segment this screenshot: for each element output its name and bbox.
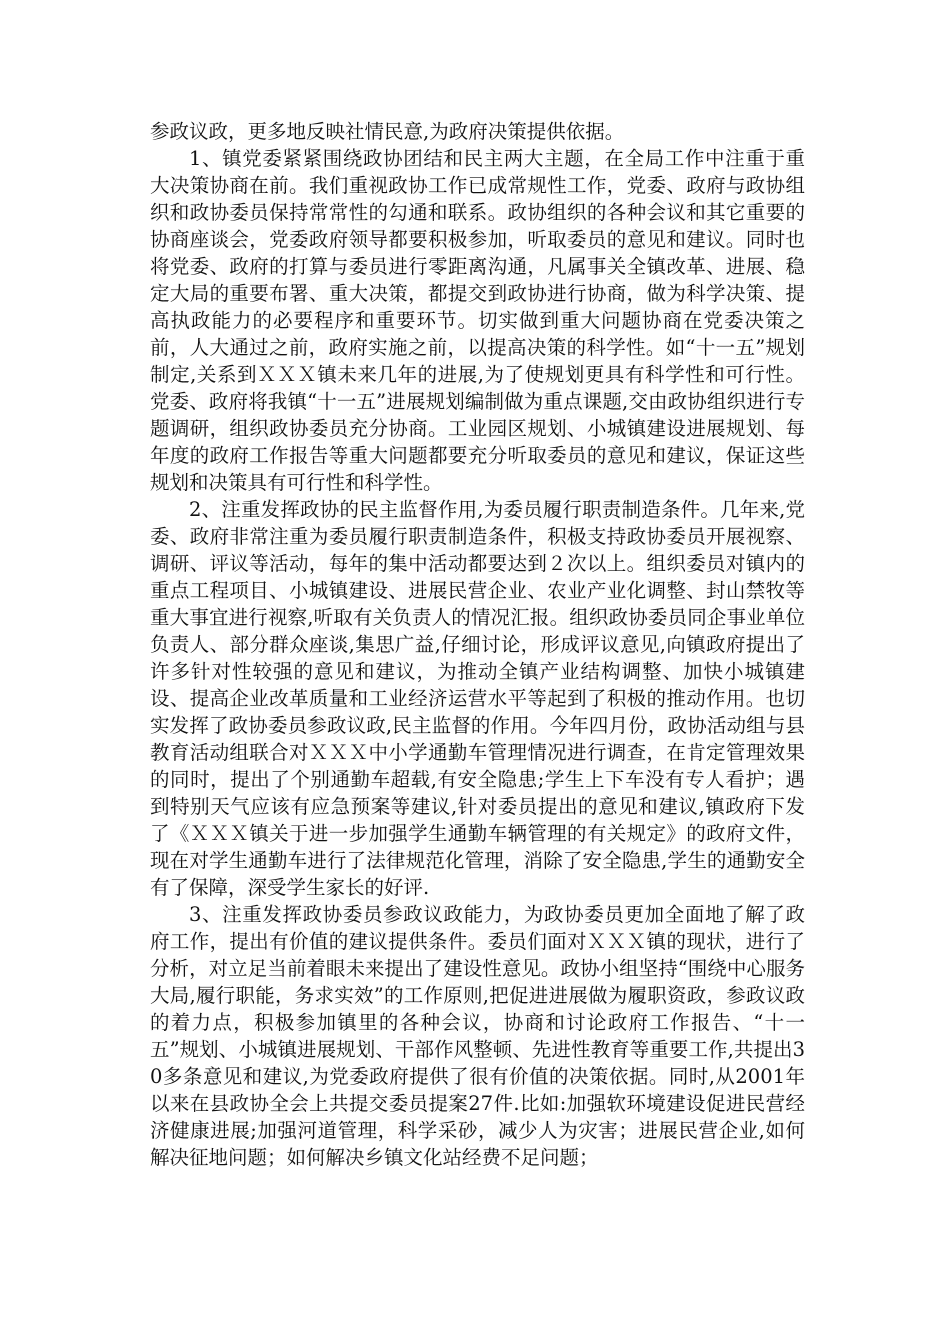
paragraph-3: 3、注重发挥政协委员参政议政能力，为政协委员更加全面地了解了政府工作，提出有价值的建议提供条件。委员们面对ＸＸＸ镇的现状，进行了分析，对立足当前着眼未来提出了建设性意见。政协小组坚持“围绕中心服务大局,履行职能，务求实效”的工作原则,把促进进展做为履职资政，参政议政的着力点，积极参加镇里的各种会议，协商和讨论政府工作报告、“十一五”规划、小城镇进展规划、干部作风整顿、先进性教育等重要工作,共提出30多条意见和建议,为党委政府提供了很有价值的决策依据。同时,从2001年以来在县政协全会上共提交委员提案27件.比如:加强软环境建设促进民营经济健康进展;加强河道管理，科学采砂，减少人为灾害；进展民营企业,如何解决征地问题；如何解决乡镇文化站经费不足问题； (150, 903, 805, 1169)
paragraph-1: 1、镇党委紧紧围绕政协团结和民主两大主题，在全局工作中注重于重大决策协商在前。我们重视政协工作已成常规性工作，党委、政府与政协组织和政协委员保持常常性的勾通和联系。政协组织的各种会议和其它重要的协商座谈会，党委政府领导都要积极参加，听取委员的意见和建议。同时也将党委、政府的打算与委员进行零距离沟通，凡属事关全镇改革、进展、稳定大局的重要布署、重大决策，都提交到政协进行协商，做为科学决策、提高执政能力的必要程序和重要环节。切实做到重大问题协商在党委决策之前，人大通过之前，政府实施之前，以提高决策的科学性。如“十一五”规划制定,关系到ＸＸＸ镇未来几年的进展,为了使规划更具有科学性和可行性。党委、政府将我镇“十一五”进展规划编制做为重点课题,交由政协组织进行专题调研，组织政协委员充分协商。工业园区规划、小城镇建设进展规划、每年度的政府工作报告等重大问题都要充分听取委员的意见和建议，保证这些规划和决策具有可行性和科学性。 (150, 147, 805, 494)
paragraph-2: 2、注重发挥政协的民主监督作用,为委员履行职责制造条件。几年来,党委、政府非常注重为委员履行职责制造条件，积极支持政协委员开展视察、调研、评议等活动，每年的集中活动都要达到２次以上。组织委员对镇内的重点工程项目、小城镇建设、进展民营企业、农业产业化调整、封山禁牧等重大事宜进行视察,听取有关负责人的情况汇报。组织政协委员同企事业单位负责人、部分群众座谈,集思广益,仔细讨论，形成评议意见,向镇政府提出了许多针对性较强的意见和建议，为推动全镇产业结构调整、加快小城镇建设、提高企业改革质量和工业经济运营水平等起到了积极的推动作用。也切实发挥了政协委员参政议政,民主监督的作用。今年四月份，政协活动组与县教育活动组联合对ＸＸＸ中小学通勤车管理情况进行调查，在肯定管理效果的同时，提出了个别通勤车超载,有安全隐患;学生上下车没有专人看护；遇到特别天气应该有应急预案等建议,针对委员提出的意见和建议,镇政府下发了《ＸＸＸ镇关于进一步加强学生通勤车辆管理的有关规定》的政府文件，现在对学生通勤车进行了法律规范化管理，消除了安全隐患,学生的通勤安全有了保障，深受学生家长的好评. (150, 498, 805, 899)
document-body (150, 118, 805, 1171)
paragraph-continuation: 参政议政，更多地反映社情民意,为政府决策提供依据。 (150, 120, 625, 143)
